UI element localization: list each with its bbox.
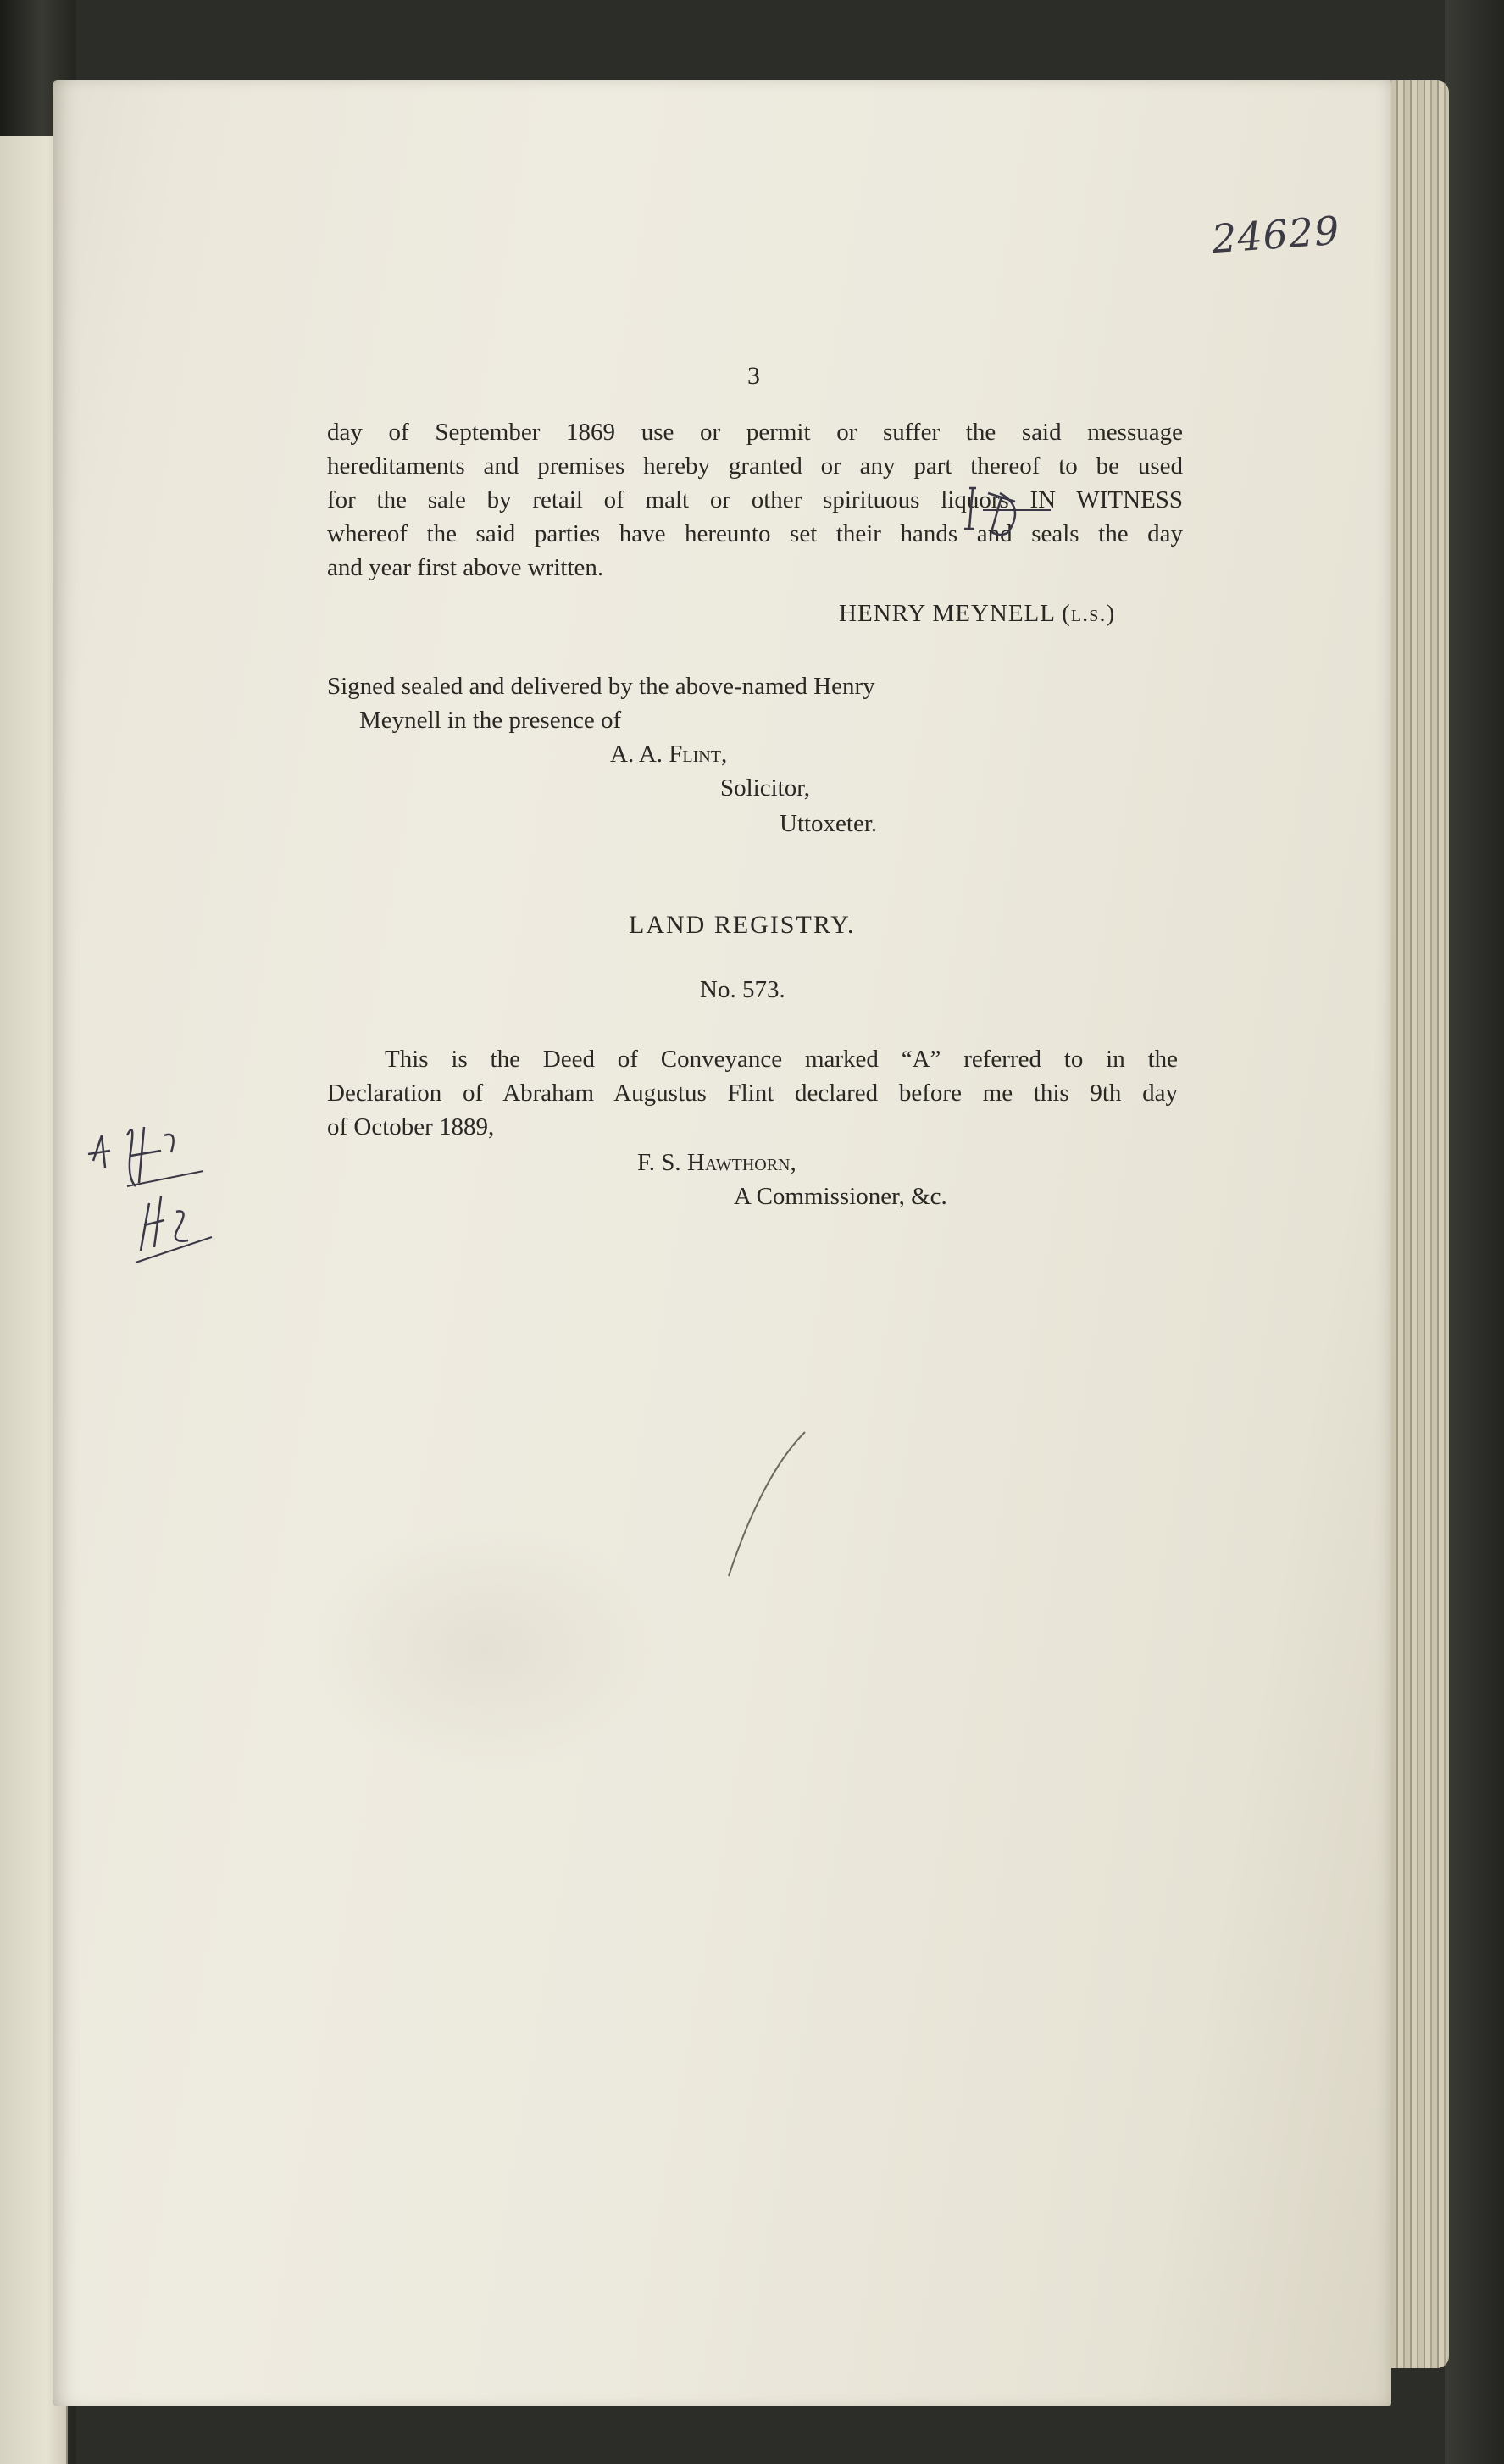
witness-role: Solicitor, — [720, 774, 810, 802]
declaration-line: This is the Deed of Conveyance marked “A” referred to in the — [385, 1046, 1178, 1073]
handwritten-reference-number: 24629 — [1210, 207, 1342, 263]
handwritten-insert-mark — [957, 481, 1059, 549]
page-number: 3 — [747, 362, 760, 390]
deed-clause-line: hereditaments and premises hereby granted or any part thereof to be used — [327, 452, 1183, 480]
declaration-line: Declaration of Abraham Augustus Flint declared before me this 9th day — [327, 1079, 1178, 1107]
margin-initials-ink — [76, 1102, 220, 1271]
deed-clause-line: day of September 1869 use or permit or suffer the said messuage — [327, 419, 1183, 446]
registry-number: No. 573. — [700, 976, 785, 1003]
declaration-line: of October 1889, — [327, 1113, 495, 1140]
commissioner-name: F. S. Hawthorn, — [637, 1149, 796, 1176]
right-cover-board — [1445, 0, 1504, 2464]
signatory-name — [839, 597, 1115, 630]
paper-stain — [307, 1521, 663, 1775]
attestation-line-1: Signed sealed and delivered by the above-named Henry — [327, 673, 875, 700]
attestation-line-2: Meynell in the presence of — [359, 707, 622, 734]
signatory-name-text: HENRY MEYNELL — [839, 600, 1055, 627]
declaration-paragraph — [327, 1042, 1178, 1144]
deed-clause-line: and year first above written. — [327, 554, 604, 581]
stray-pencil-stroke — [712, 1423, 813, 1584]
deed-clause-line: for the sale by retail of malt or other spirituous liquors IN WITNESS — [327, 486, 1183, 513]
commissioner-title: A Commissioner, &c. — [734, 1183, 947, 1210]
registry-heading: LAND REGISTRY. — [629, 911, 856, 939]
witness-place: Uttoxeter. — [780, 810, 878, 837]
witness-name: A. A. Flint, — [610, 741, 728, 768]
deed-clause-line: whereof the said parties have hereunto set their hands and seals the day — [327, 520, 1183, 547]
seal-mark: (l.s.) — [1062, 600, 1116, 627]
